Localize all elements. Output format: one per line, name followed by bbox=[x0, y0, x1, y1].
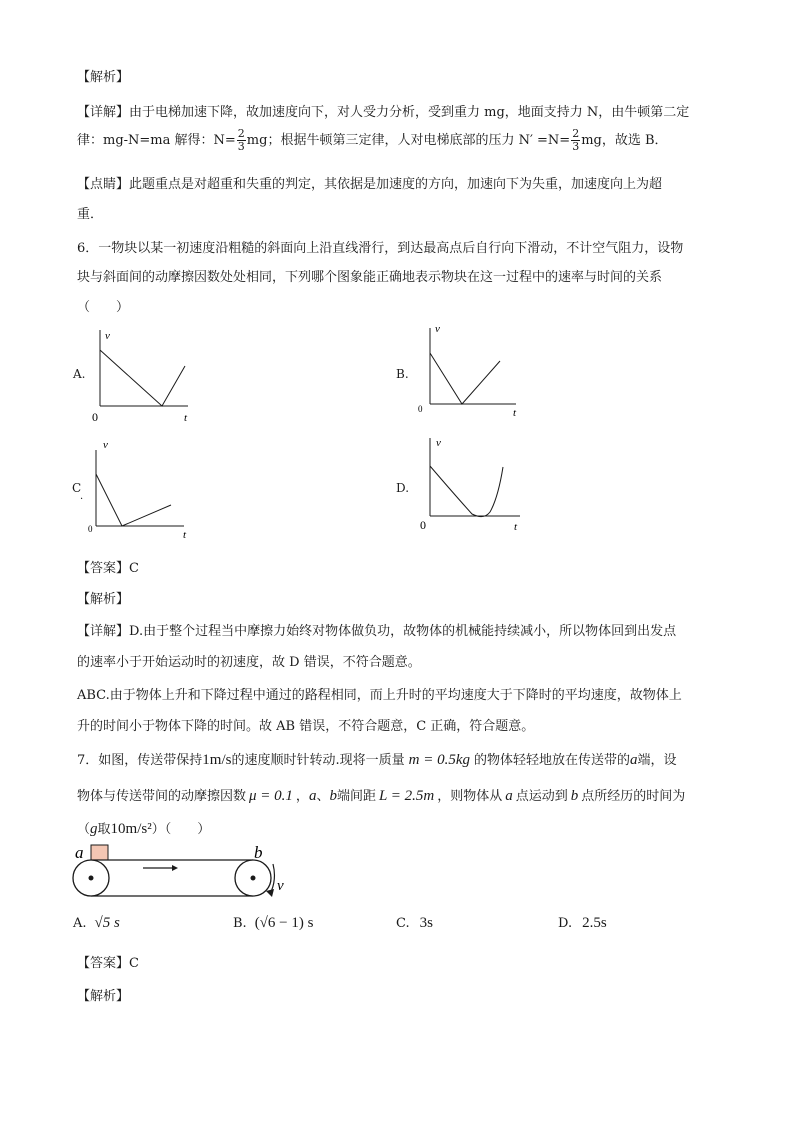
graph-b-v-label: v bbox=[435, 323, 440, 335]
graph-d-speed-curve bbox=[430, 466, 503, 517]
q7-length: L = 2.5m bbox=[378, 788, 435, 804]
right-pulley-axle bbox=[251, 876, 256, 881]
q7-option-d-value: 2.5s bbox=[582, 915, 607, 931]
q7-mass: m = 0.5kg bbox=[408, 752, 470, 768]
q7-text-1d: 端，设 bbox=[637, 753, 677, 768]
fraction-two-thirds-2: $\frac{2}{3}$ bbox=[572, 127, 580, 153]
graph-c-v-label: v bbox=[103, 439, 108, 451]
question-7-line-1 bbox=[77, 749, 677, 769]
q7-speed: 1m/s bbox=[202, 752, 232, 768]
graph-option-b bbox=[414, 320, 524, 420]
graph-d-v-label: v bbox=[436, 437, 441, 449]
answer-tag: 【答案】 bbox=[77, 956, 130, 971]
graph-b-t-label: t bbox=[513, 407, 517, 419]
graph-c-speed-curve bbox=[96, 474, 171, 526]
question-6-analysis-heading: 【解析】 bbox=[77, 592, 130, 607]
q7-option-c-value: 3s bbox=[419, 915, 433, 931]
question-6-detail-line-2: 的速率小于开始运动时的初速度，故 D 错误，不符合题意。 bbox=[77, 655, 421, 670]
q7-option-b[interactable] bbox=[233, 915, 313, 932]
detail-text: D.由于整个过程当中摩擦力始终对物体做负功，故物体的机械能持续减小，所以物体回到出发点 bbox=[129, 624, 677, 639]
detail-paragraph bbox=[77, 101, 689, 120]
left-pulley-axle bbox=[89, 876, 94, 881]
q7-mu: μ = 0.1 bbox=[249, 788, 293, 804]
q7-text-2f: 点运动到 bbox=[515, 789, 568, 804]
q7-option-c-label: C. bbox=[396, 916, 410, 931]
graph-b-speed-curve bbox=[430, 353, 500, 404]
q7-g-value: 10m/s² bbox=[110, 821, 152, 837]
analysis-heading: 【解析】 bbox=[77, 70, 130, 85]
q7-text-3b: 取 bbox=[97, 822, 111, 837]
question-6-line-1: 6．一物块以某一初速度沿粗糙的斜面向上沿直线滑行，到达最高点后自行向下滑动，不计空气阻力，设物 bbox=[77, 241, 684, 256]
question-7-analysis-heading: 【解析】 bbox=[77, 989, 130, 1004]
graph-option-d bbox=[414, 432, 526, 532]
q7-end-b: b bbox=[329, 788, 337, 804]
q7-end-b-2: b bbox=[570, 788, 579, 804]
q7-g: g bbox=[90, 821, 98, 837]
q7-end-a-3: a bbox=[505, 788, 513, 804]
q7-option-b-label: B. bbox=[233, 916, 247, 931]
question-6-detail-line-1 bbox=[77, 620, 676, 639]
q7-option-a-label: A. bbox=[73, 916, 87, 931]
arrow-head-icon bbox=[172, 865, 178, 871]
graph-a-t-label: t bbox=[184, 412, 188, 424]
rotation-arrow-icon bbox=[266, 889, 274, 897]
q7-text-3a: （ bbox=[77, 822, 91, 837]
label-v: v bbox=[277, 878, 284, 894]
graph-c-origin: 0 bbox=[88, 524, 93, 534]
question-6-answer-blank: （ ） bbox=[77, 300, 130, 315]
q7-option-d[interactable] bbox=[558, 915, 607, 932]
detail-line-1: 由于电梯加速下降，故加速度向下，对人受力分析，受到重力 mg，地面支持力 N，由牛顿第二定 bbox=[129, 105, 690, 120]
graph-a-origin: 0 bbox=[92, 410, 98, 424]
fraction-two-thirds: $\frac{2}{3}$ bbox=[237, 127, 245, 153]
key-point-line-1: 此题重点是对超重和失重的判定，其依据是加速度的方向，加速向下为失重，加速度向上为超 bbox=[129, 177, 663, 192]
graph-option-a bbox=[88, 322, 198, 427]
q7-option-a-value: √5 s bbox=[94, 915, 120, 931]
q7-text-3c: ）（ ） bbox=[151, 822, 211, 837]
q7-text-2a: 物体与传送带间的动摩擦因数 bbox=[77, 789, 247, 804]
graph-a-v-label: v bbox=[105, 330, 110, 342]
label-b: b bbox=[254, 843, 263, 862]
block-object bbox=[91, 845, 108, 860]
q7-end-a-2: a bbox=[308, 788, 317, 804]
question-6-line-2: 块与斜面间的动摩擦因数处处相同，下列哪个图象能正确地表示物块在这一过程中的速率与时间的关系 bbox=[77, 270, 663, 285]
detail-tag: 【详解】 bbox=[77, 624, 130, 639]
answer-value: C bbox=[129, 956, 139, 971]
option-d-label[interactable]: D. bbox=[396, 481, 410, 495]
q7-option-d-label: D. bbox=[558, 916, 573, 931]
q7-text-1c: 的物体轻轻地放在传送带的 bbox=[473, 753, 630, 768]
key-point-line-2: 重． bbox=[77, 207, 104, 222]
graph-c-t-label: t bbox=[183, 529, 187, 540]
option-a-label[interactable]: A. bbox=[73, 367, 86, 381]
conveyor-belt-figure bbox=[68, 840, 298, 906]
graph-a-speed-curve bbox=[100, 350, 185, 406]
option-c-label[interactable]: C bbox=[72, 481, 82, 495]
q7-end-a: a bbox=[630, 752, 638, 768]
question-6-detail-line-4: 升的时间小于物体下降的时间。故 AB 错误，不符合题意，C 正确，符合题意。 bbox=[77, 719, 535, 734]
question-7-line-3 bbox=[77, 818, 210, 838]
key-point-paragraph bbox=[77, 173, 662, 192]
q7-option-c[interactable] bbox=[396, 915, 433, 932]
newton-second-law-text: 律：mg-N=ma 解得：N= bbox=[77, 133, 236, 148]
key-point-tag: 【点睛】 bbox=[77, 177, 130, 192]
detail-tag: 【详解】 bbox=[77, 105, 130, 120]
q7-text-2e: ，则物体从 bbox=[437, 789, 503, 804]
answer-tag: 【答案】 bbox=[77, 561, 130, 576]
answer-value: C bbox=[129, 561, 139, 576]
newton-third-law-text: mg；根据牛顿第三定律，人对电梯底部的压力 N′ =N= bbox=[246, 133, 571, 148]
question-6-detail-line-3: ABC.由于物体上升和下降过程中通过的路程相同，而上升时的平均速度大于下降时的平均速度，故物体上 bbox=[77, 688, 682, 703]
option-b-label[interactable]: B. bbox=[396, 367, 409, 381]
question-6-answer bbox=[77, 557, 139, 576]
q7-text-2b: ， bbox=[295, 789, 309, 804]
graph-b-origin: 0 bbox=[418, 404, 423, 414]
q7-text-1a: 7．如图，传送带保持 bbox=[77, 753, 203, 768]
q7-text-2c: 、 bbox=[316, 789, 330, 804]
q7-text-2d: 端间距 bbox=[336, 789, 376, 804]
graph-d-t-label: t bbox=[514, 521, 518, 532]
graph-option-c bbox=[84, 436, 194, 540]
question-7-answer bbox=[77, 952, 139, 971]
detail-line-2 bbox=[77, 128, 668, 153]
question-7-line-2 bbox=[77, 785, 685, 805]
q7-option-a[interactable] bbox=[73, 915, 120, 932]
q7-option-b-value: (√6 − 1) s bbox=[254, 915, 314, 931]
q7-text-2g: 点所经历的时间为 bbox=[581, 789, 686, 804]
option-c-dot: · bbox=[80, 494, 84, 505]
label-a: a bbox=[75, 843, 84, 862]
graph-d-origin: 0 bbox=[420, 518, 426, 532]
q7-text-1b: 的速度顺时针转动.现将一质量 bbox=[231, 753, 405, 768]
choose-b-text: mg，故选 B． bbox=[581, 133, 668, 148]
